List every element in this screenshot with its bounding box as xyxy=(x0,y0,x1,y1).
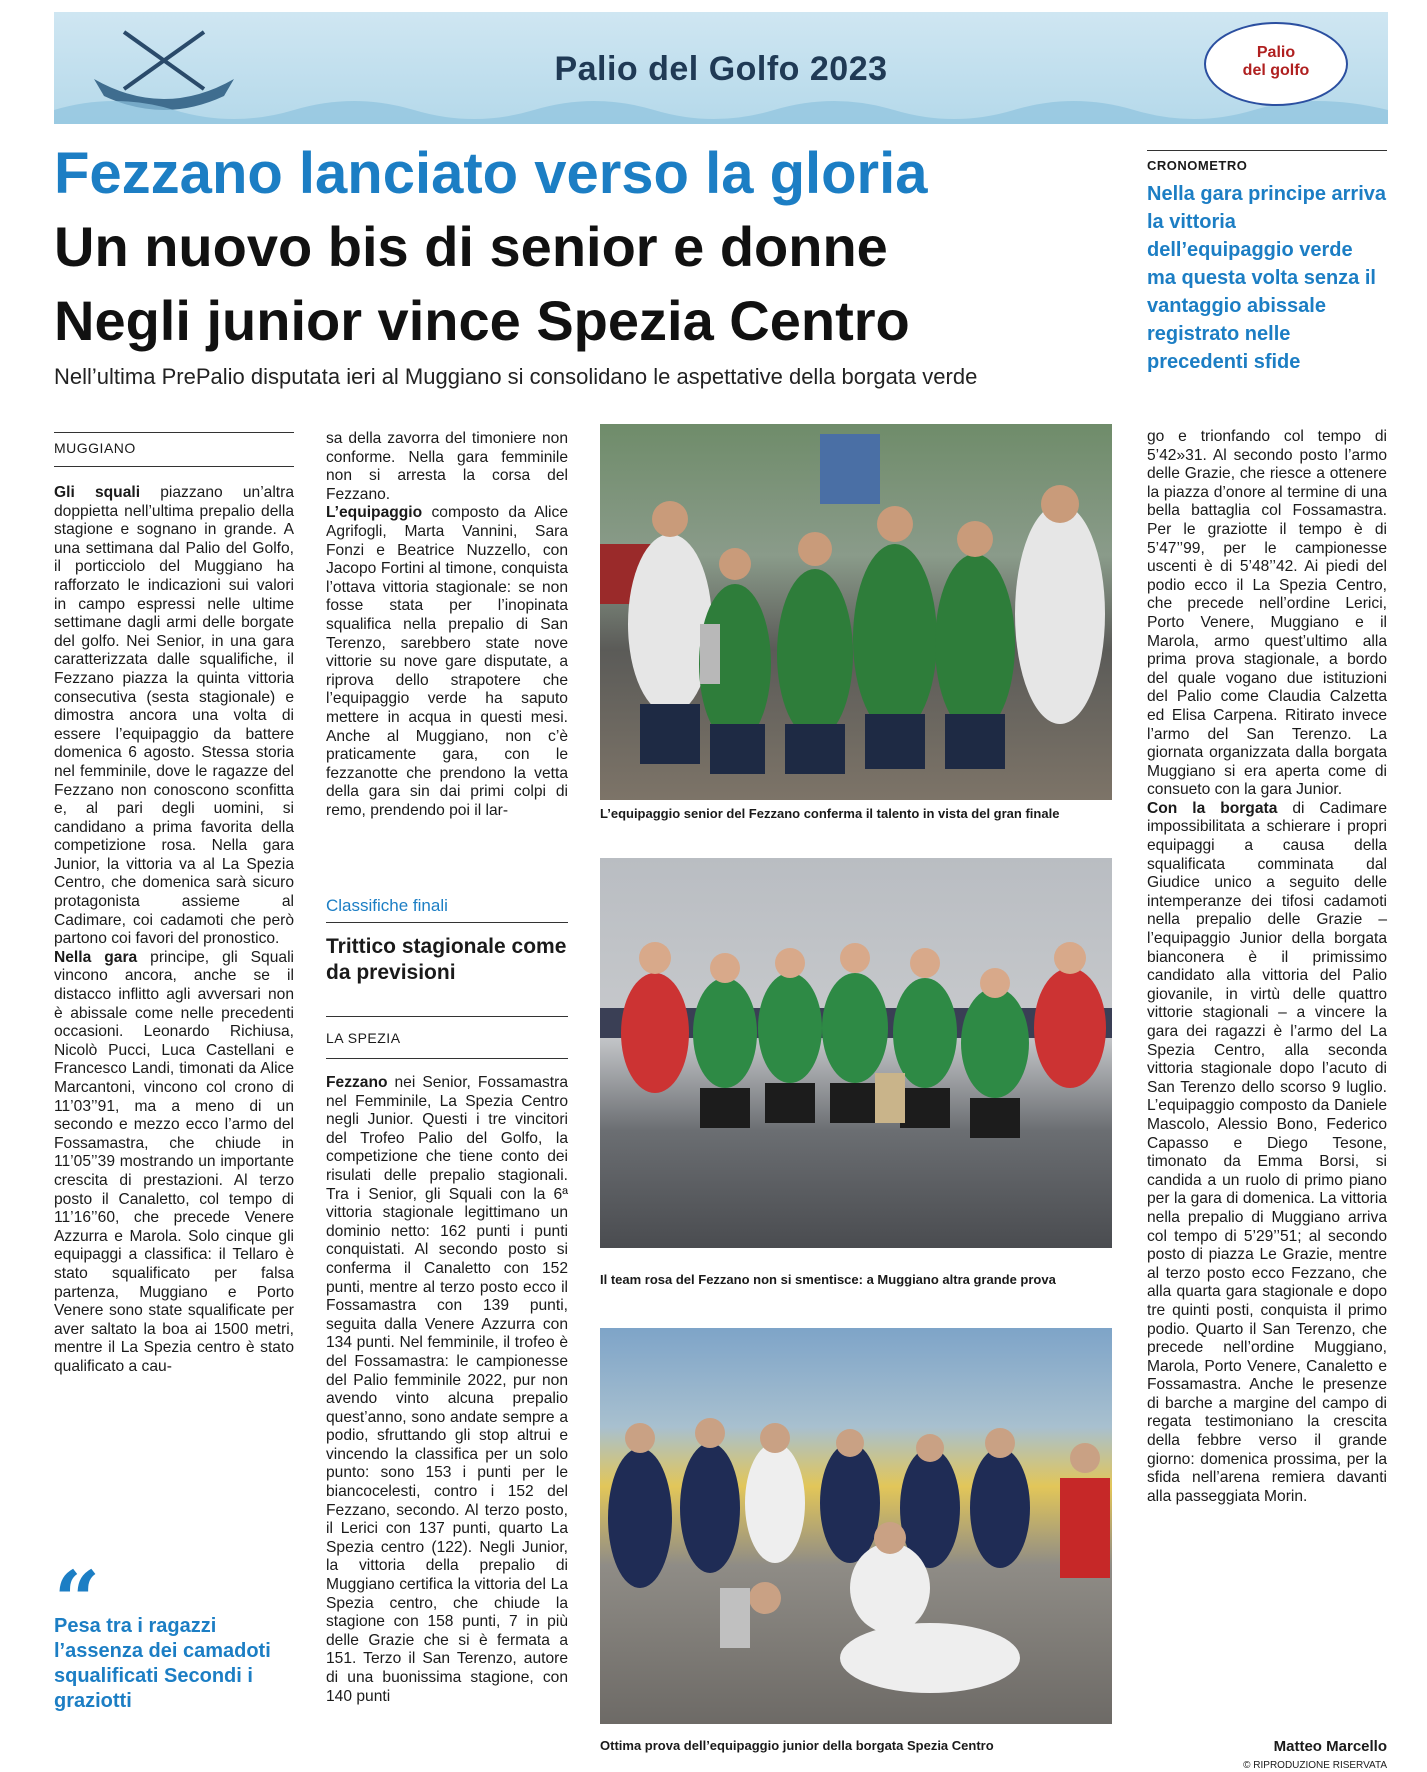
photo-caption-2: Il team rosa del Fezzano non si smentisce: a Muggiano altra grande prova xyxy=(600,1272,1056,1287)
box-body: Fezzano nei Senior, Fossamastra nel Femminile, La Spezia Centro negli Junior. Questi i tre vincitori del Trofeo Palio del Golfo, la competizione che tiene conto dei risulati delle prepalio stagionali. Tra i Senior, gli Squali con la 6ª vittoria stagionale legittimano un dominio netto: 162 punti i punti conquistati. Al secondo posto si conferma il Canaletto con 152 punti, mentre al terzo posto ecco il Fossamastra con 139 punti, seguita dalla Venere Azzurra con 134 punti. Nel femminile, il trofeo è del Fossamastra: le campionesse del Palio femminile 2022, pur non avendo vinto alcuna prepalio quest’anno, sono andate sempre a podio, sfruttando gli stop altrui e vincendo la classifica per un solo punto: sono 153 i punti per le biancocelesti, contro i 152 del Fezzano, secondo. Al terzo posto, il Lerici con 137 punti, quarto La Spezia centro (122). Negli Junior, la vittoria della prepalio di Muggiano certifica la vittoria del La Spezia centro, che chiude la stagione con 158 punti, 7 in più delle Grazie che si è fermata a 151. Terzo il San Terenzo, autore di una buonissima stagione, con 140 punti xyxy=(326,1074,568,1705)
photo-women-team xyxy=(600,858,1112,1248)
box-label: Classifiche finali xyxy=(326,896,448,915)
article-column-4: go e trionfando col tempo di 5’42»31. Al secondo posto l’armo delle Grazie, che riesce a ottenere la piazza d’onore al termine di una bella battaglia col Fossamastra. Per le graziotte il tempo è di 5’47’’99, per le campionesse uscenti è di 5’48’’42. Ai piedi del podio ecco il La Spezia Centro, che precede nell’ordine Lerici, Porto Venere, Muggiano e il Marola, armo quest’ultimo alla prima prova stagionale, a bordo del quale vogano due istituzioni del Palio come Claudia Calzetta ed Elisa Carpena. Ritirato invece l’armo del San Terenzo. La giornata organizzata dalla borgata Muggiano si era aperta come di consueto con la gara Junior. Con la borgata di Cadimare impossibilitata a schierare i propri equipaggi a causa della squalificata comminata dal Giudice unico a seguito delle intemperanze dei tifosi cadamoti nella prepalio delle Grazie – l’equipaggio Junior della borgata bianconera è il primissimo candidato alla vittoria del Palio giovanile, in virtù delle quattro vittorie stagionali – a vincere la gara dei ragazzi è l’armo del La Spezia Centro, alla seconda vittoria stagionale dopo l’acuto di San Terenzo dello scorso 9 luglio. L’equipaggio composto da Daniele Mascolo, Alessio Bono, Federico Capasso e Diego Tesone, timonato da Emma Borsi, si candida a un ruolo di primo piano per la gara di domenica. La vittoria nella prepalio di Muggiano arriva col tempo di 5’29’’51; al secondo posto di piazza Le Grazie, mentre al terzo posto ecco Fezzano, che alla quarta gara stagionale e dopo tre quinti posti, conquista il primo podio. Quarto il San Terenzo, che precede nell’ordine Muggiano, Marola, Porto Venere, Canaletto e Fossamastra. Anche le presenze di barche a margine del campo di regata testimoniano la crescita della febbre verso il grande giorno: domenica prossima, per la sfida nell’arena remiera davanti alla passeggiata Morin. xyxy=(1147,428,1387,1505)
photo-senior-team xyxy=(600,424,1112,800)
photo-caption-1: L’equipaggio senior del Fezzano conferma il talento in vista del gran finale xyxy=(600,806,1060,821)
photo-junior-team xyxy=(600,1328,1112,1724)
article-column-1: Gli squali piazzano un’altra doppietta nell’ultima prepalio della stagione e sognano in grande. A una settimana dal Palio del Golfo, il porticciolo del Muggiano ha rafforzato le indicazioni sui valori in campo espressi nelle ultime settimane dagli armi delle borgate del golfo. Nei Senior, in una gara caratterizzata dalle squalifiche, il Fezzano piazza la quinta vittoria consecutiva (sesta stagionale) e dimostra ancora una volta di essere l’equipaggio da battere domenica 6 agosto. Stessa storia nel femminile, dove le ragazze del Fezzano non conoscono sconfitta e, al pari degli uomini, si candidano a prima favorita della competizione rosa. Nella gara Junior, la vittoria va al La Spezia Centro, che domenica sarà sicuro protagonista assieme al Cadimare, coi cadamoti che però partono coi favori del pronostico. Nella gara principe, gli Squali vincono ancora, anche se il distacco inflitto agli avversari non è abissale come nelle precedenti occasioni. Leonardo Richiusa, Nicolò Pucci, Luca Castellani e Francesco Landi, timonati da Alice Marcantoni, vincono col crono di 11’03’’91, ma a meno di un secondo e mezzo ecco l’armo del Fossamastra, che chiude in 11’05’’39 mostrando un importante crescita di prestazioni. Al terzo posto il Canaletto, col tempo di 11’16’’60, che precede Venere Azzurra e Marola. Solo cinque gli equipaggi a classifica: il Tellaro è stato squalificato per falsa partenza, Muggiano e Porto Venere sono state squalificate per aver saltato la boa ai 1500 metri, mentre il La Spezia centro è stato qualificato a cau- xyxy=(54,484,294,1375)
headline-secondary: Un nuovo bis di senior e donne xyxy=(54,215,888,278)
headline-tertiary: Negli junior vince Spezia Centro xyxy=(54,289,910,352)
article-column-2: sa della zavorra del timoniere non conforme. Nella gara femminile non si arresta la corsa del Fezzano. L’equipaggio composto da Alice Agrifogli, Marta Vannini, Sara Fonzi e Beatrice Nuzzello, con Jacopo Fortini al timone, conquista l’ottava vittoria stagionale: se non fosse stata per l’inopinata squalifica nella prepalio di San Terenzo, sarebbero state nove vittorie su nove gare disputate, a riprova dello strapotere che l’equipaggio verde ha saputo mettere in acqua in questi mesi. Anche al Muggiano, non c’è praticamente gara, con le fezzanotte che prendono la vetta della gara sin dai primi colpi di remo, prendendo poi il lar- xyxy=(326,430,568,819)
headline-primary: Fezzano lanciato verso la gloria xyxy=(54,141,928,206)
sidebar-label: CRONOMETRO xyxy=(1147,158,1248,173)
palio-logo: Palio del golfo xyxy=(1204,22,1348,106)
team-photo-illustration xyxy=(600,858,1112,1248)
box-title: Trittico stagionale come da previsioni xyxy=(326,935,567,984)
team-photo-illustration xyxy=(600,424,1112,800)
box-dateline: LA SPEZIA xyxy=(326,1030,401,1046)
photo-caption-3: Ottima prova dell’equipaggio junior della borgata Spezia Centro xyxy=(600,1738,994,1753)
dateline: MUGGIANO xyxy=(54,440,136,456)
pull-quote: Pesa tra i ragazzi l’assenza dei camadoti squalificati Secondi i graziotti xyxy=(54,1615,271,1712)
author-byline: Matteo Marcello xyxy=(1273,1738,1387,1755)
team-photo-illustration xyxy=(600,1328,1112,1724)
sidebar-summary: Nella gara principe arriva la vittoria dell’equipaggio verde ma questa volta senza il vantaggio abissale registrato nelle precedenti sfide xyxy=(1147,183,1387,373)
section-title: Palio del Golfo 2023 xyxy=(554,50,888,88)
section-banner xyxy=(54,12,1388,124)
quote-icon: “ xyxy=(54,1553,101,1647)
copyright-notice: © RIPRODUZIONE RISERVATA xyxy=(1243,1760,1387,1771)
waves-decoration xyxy=(54,92,1388,124)
subheadline: Nell’ultima PrePalio disputata ieri al Muggiano si consolidano le aspettative della borgata verde xyxy=(54,364,978,389)
